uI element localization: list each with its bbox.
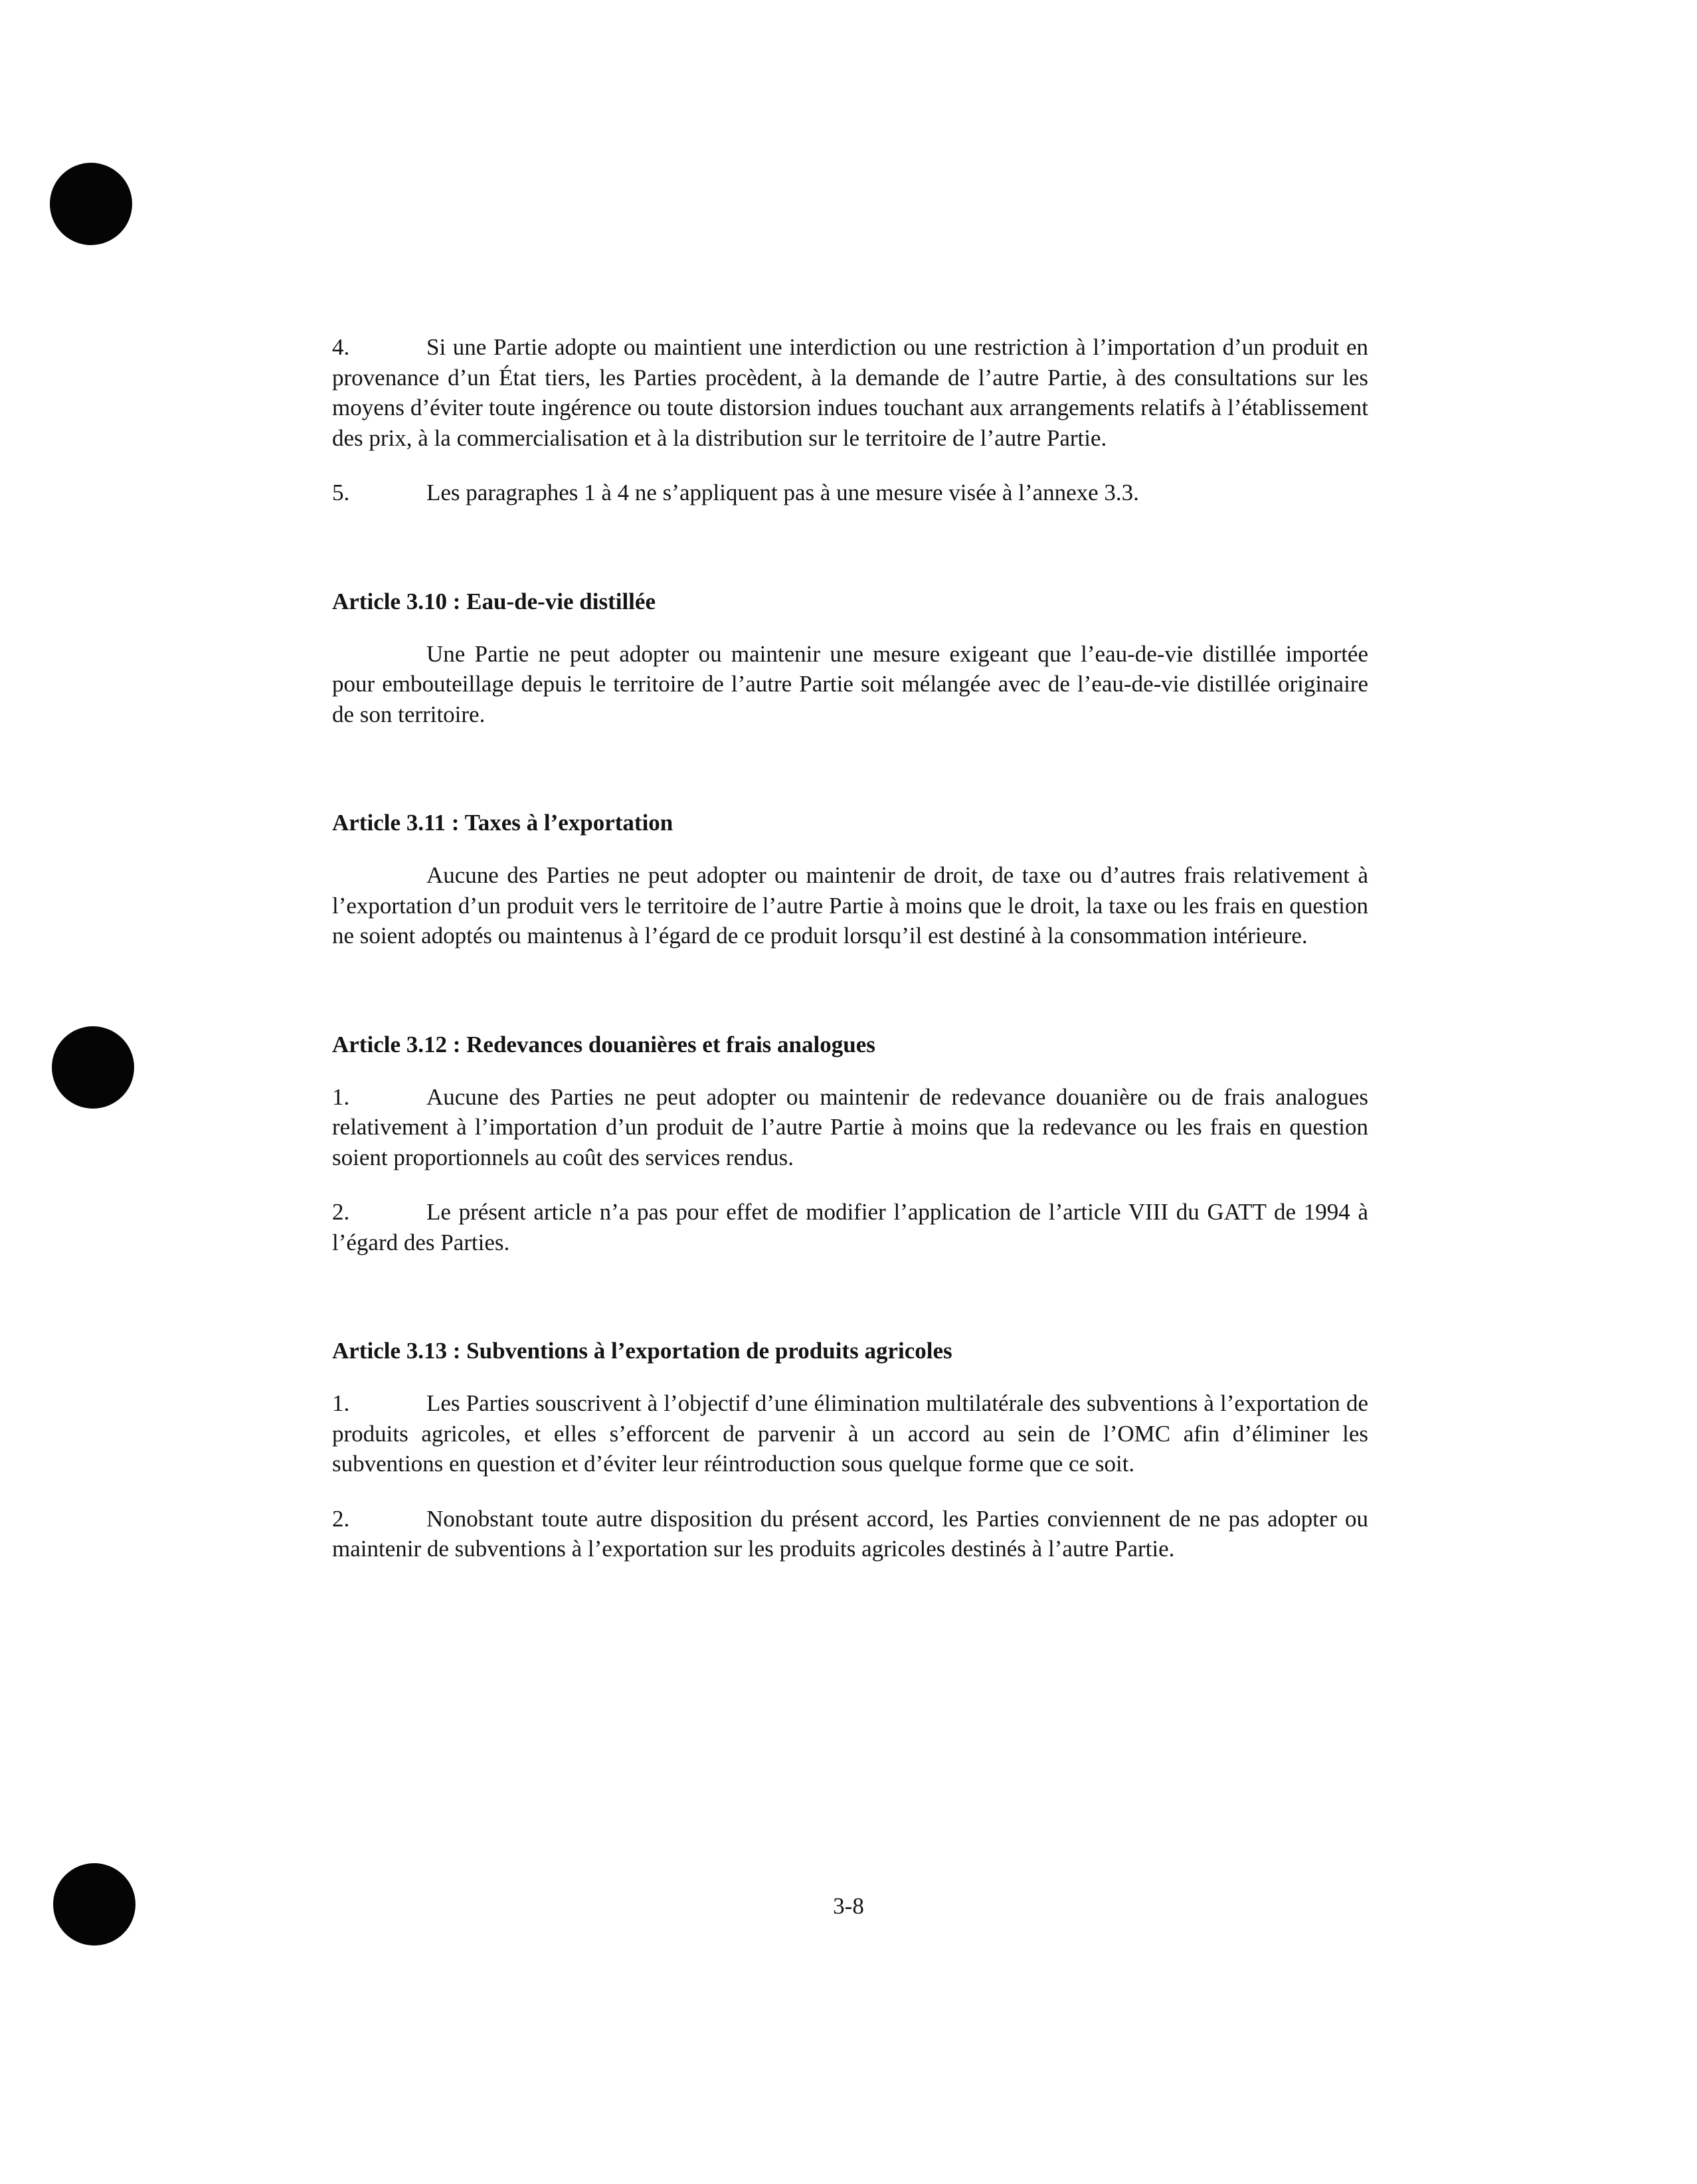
document-body [332,332,1368,1564]
article-3-13-paragraph-2 [332,1504,1368,1564]
article-3-12-paragraph-2 [332,1197,1368,1257]
article-3-10-heading: Article 3.10 : Eau-de-vie distillée [332,588,656,614]
article-3-13-paragraph-1 [332,1388,1368,1479]
binder-hole-top [50,163,132,245]
paragraph-number: 4. [332,334,350,360]
paragraph-number: 2. [332,1199,350,1225]
paragraph-number: 5. [332,480,350,505]
paragraph-text: Nonobstant toute autre disposition du présent accord, les Parties conviennent de ne pas adopter ou maintenir de subventions à l’exportation sur les produits agricoles destinés à l’autre Partie. [332,1505,1368,1562]
article-3-12-paragraph-1 [332,1082,1368,1173]
paragraph-number: 1. [332,1390,350,1416]
article-3-13-heading: Article 3.13 : Subventions à l’exportation de produits agricoles [332,1338,952,1364]
article-3-11-text: Aucune des Parties ne peut adopter ou maintenir de droit, de taxe ou d’autres frais relativement à l’exportation d’un produit vers le territoire de l’autre Partie à moins que le droit, la taxe ou les frais en question ne soient adoptés ou maintenus à l’égard de ce produit lorsqu’il est destiné à la consommation intérieure. [332,862,1368,949]
binder-hole-middle [52,1026,134,1109]
paragraph-text: Si une Partie adopte ou maintient une interdiction ou une restriction à l’importation d’un produit en provenance d’un État tiers, les Parties procèdent, à la demande de l’autre Partie, à des consultations sur les moyens d’éviter toute ingérence ou toute distorsion indues touchant aux arrangements relatifs à l’établissement des prix, à la commercialisation et à la distribution sur le territoire de l’autre Partie. [332,334,1368,451]
paragraph-number: 2. [332,1505,350,1532]
paragraph-4 [332,332,1368,453]
article-3-11-heading: Article 3.11 : Taxes à l’exportation [332,810,673,836]
paragraph-5 [332,478,1368,508]
paragraph-text: Les Parties souscrivent à l’objectif d’une élimination multilatérale des subventions à l’exportation de produits agricoles, et elles s’efforcent de parvenir à un accord au sein de l’OMC afin d’éliminer les subventions en question et d’éviter leur réintroduction sous quelque forme que ce soit. [332,1390,1368,1477]
paragraph-text: Aucune des Parties ne peut adopter ou maintenir de redevance douanière ou de frais analogues relativement à l’importation d’un produit de l’autre Partie à moins que la redevance ou les frais en question soient proportionnels au coût des services rendus. [332,1083,1368,1170]
paragraph-text: Les paragraphes 1 à 4 ne s’appliquent pas à une mesure visée à l’annexe 3.3. [426,480,1139,505]
paragraph-number: 1. [332,1083,350,1110]
article-3-10-text: Une Partie ne peut adopter ou maintenir une mesure exigeant que l’eau-de-vie distillée importée pour embouteillage depuis le territoire de l’autre Partie soit mélangée avec de l’eau-de-vie distillée originaire de son territoire. [332,640,1368,727]
paragraph-text: Le présent article n’a pas pour effet de modifier l’application de l’article VIII du GATT de 1994 à l’égard des Parties. [332,1199,1368,1255]
article-3-12-heading: Article 3.12 : Redevances douanières et frais analogues [332,1031,875,1057]
page-number: 3-8 [833,1893,864,1919]
